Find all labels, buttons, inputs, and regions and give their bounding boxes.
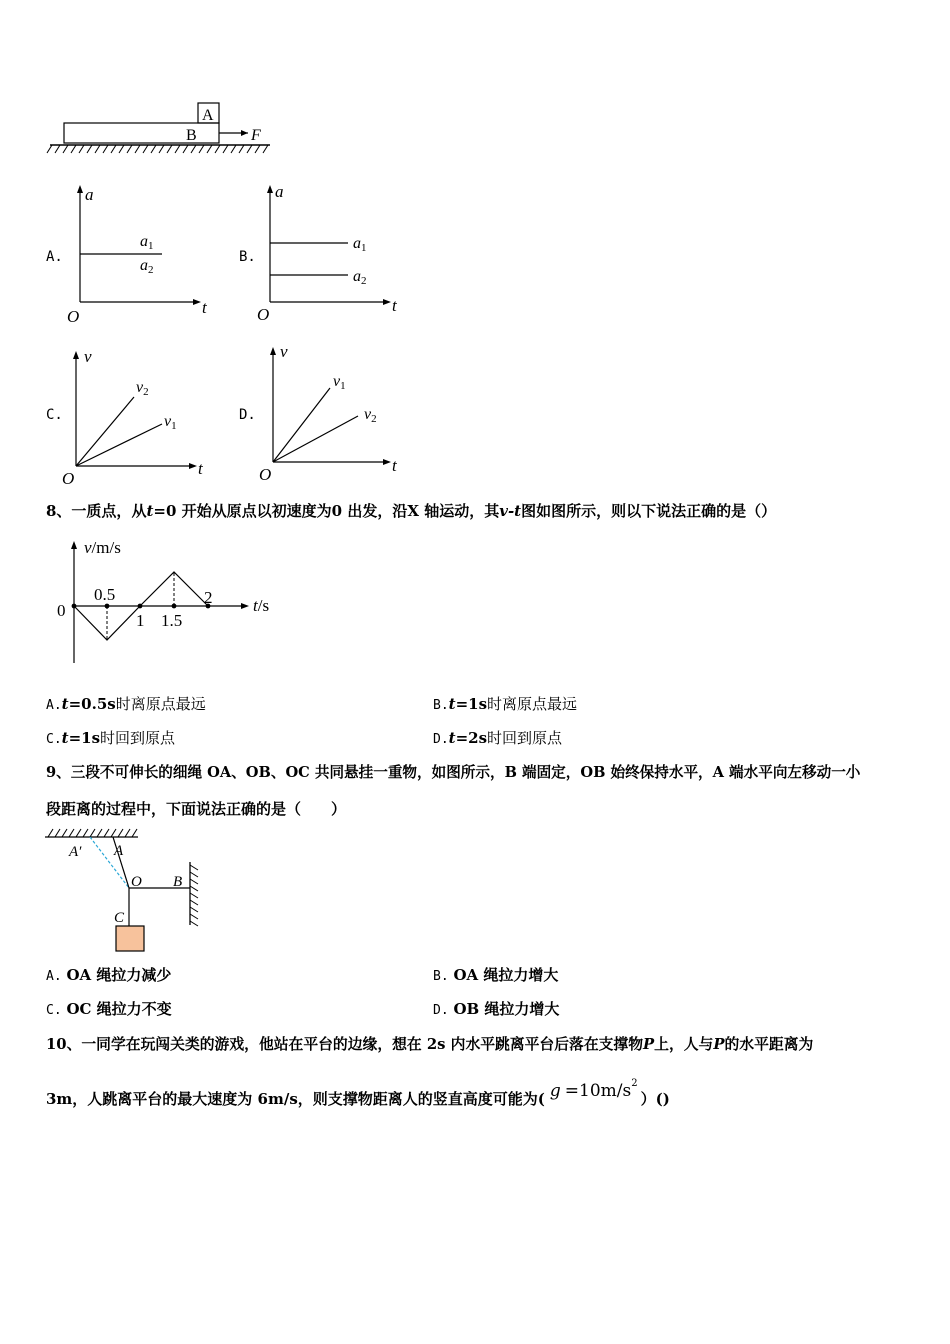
q8-option-c[interactable]: C.t=1s时回到原点 xyxy=(46,729,176,747)
axis-y-v: v xyxy=(84,347,92,366)
line-label-2: a2 xyxy=(353,268,367,287)
vt-tick-2: 2 xyxy=(204,588,213,607)
line-label-2: v2 xyxy=(364,406,377,425)
q8-option-a[interactable]: A.t=0.5s时离原点最远 xyxy=(46,695,206,713)
axis-y-a: a xyxy=(275,182,284,201)
vt-tick-15: 1.5 xyxy=(161,611,183,630)
vt-graph xyxy=(50,535,290,670)
vt-origin: 0 xyxy=(57,601,66,620)
line-label-2: a2 xyxy=(140,257,154,276)
force-f-label: F xyxy=(251,127,261,144)
option-a-label: A. xyxy=(46,249,63,265)
option-b-label: B. xyxy=(239,249,256,265)
label-o: O xyxy=(131,874,142,890)
question-10-line-1: 10、一同学在玩闯关类的游戏，他站在平台的边缘，想在 2s 内水平跳离平台后落在支撑物P上，人与P的水平距离为 xyxy=(46,1036,814,1053)
rope-figure xyxy=(40,825,210,957)
line-label-2: v1 xyxy=(164,413,177,432)
q9-option-a[interactable]: A. OA 绳拉力减少 xyxy=(46,966,172,984)
question-9-line-2: 段距离的过程中，下面说法正确的是（ ） xyxy=(46,800,347,818)
axis-x-t: t xyxy=(202,298,207,317)
line-label-1: v2 xyxy=(136,379,149,398)
vt-tick-1: 1 xyxy=(136,611,145,630)
vt-y-label: v/m/s xyxy=(84,538,121,557)
question-9-line-1: 9、三段不可伸长的细绳 OA、OB、OC 共同悬挂一重物，如图所示，B 端固定，OB 始终保持水平，A 端水平向左移动一小 xyxy=(46,764,861,781)
block-b-label: B xyxy=(186,127,197,144)
q8-option-d[interactable]: D.t=2s时回到原点 xyxy=(433,729,563,747)
origin-o: O xyxy=(62,469,75,488)
vt-x-label: t/s xyxy=(253,596,270,615)
origin-o: O xyxy=(257,305,270,324)
axis-y-v: v xyxy=(280,342,288,361)
graph-option-d xyxy=(255,340,425,490)
q9-option-d[interactable]: D. OB 绳拉力增大 xyxy=(433,1000,560,1018)
option-c-label: C. xyxy=(46,407,63,423)
option-d-label: D. xyxy=(239,407,256,423)
axis-x-t: t xyxy=(392,456,397,475)
graph-option-c xyxy=(58,340,228,490)
label-c: C xyxy=(114,910,125,926)
question-8-text: 8、一质点，从t=0 开始从原点以初速度为0 出发，沿X 轴运动，其v-t图如图所示，则以下说法正确的是（） xyxy=(46,502,777,520)
graph-option-b xyxy=(250,180,420,325)
q9-option-c[interactable]: C. OC 绳拉力不变 xyxy=(46,1000,172,1018)
q8-option-b[interactable]: B.t=1s时离原点最远 xyxy=(433,695,578,713)
line-label-1: a1 xyxy=(140,233,154,252)
line-label-1: v1 xyxy=(333,373,346,392)
block-a-label: A xyxy=(202,107,214,124)
axis-x-t: t xyxy=(392,296,397,315)
axis-x-t: t xyxy=(198,459,203,478)
label-b: B xyxy=(173,874,183,890)
q9-option-b[interactable]: B. OA 绳拉力增大 xyxy=(433,966,559,984)
question-10-line-2: 3m，人跳离平台的最大速度为 6m/s，则支撑物距离人的竖直高度可能为( $g =10m/s^2)()$ xyxy=(46,1078,670,1108)
axis-y-a: a xyxy=(85,185,94,204)
label-a-prime: A′ xyxy=(69,844,82,860)
block-plank-figure xyxy=(40,95,280,160)
line-label-1: a1 xyxy=(353,235,367,254)
origin-o: O xyxy=(67,307,80,325)
vt-tick-05: 0.5 xyxy=(94,585,116,604)
origin-o: O xyxy=(259,465,272,484)
graph-option-a xyxy=(60,180,230,325)
label-a: A xyxy=(114,843,124,859)
